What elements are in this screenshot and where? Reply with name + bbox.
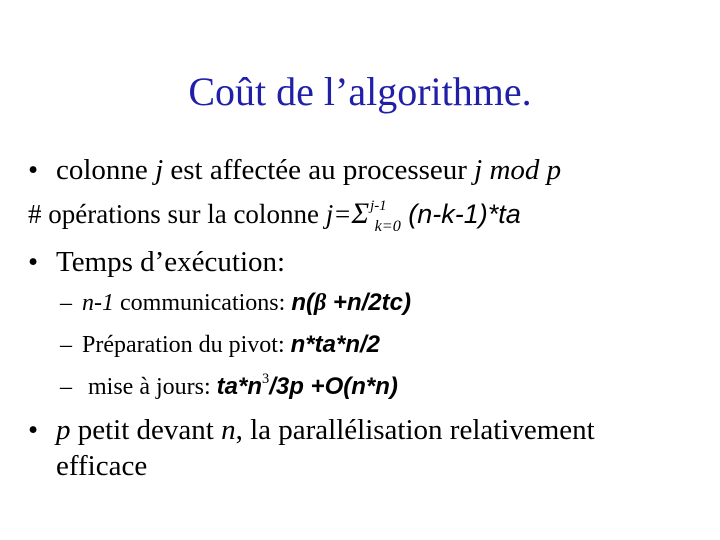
sum-upper-limit: j-1: [370, 197, 387, 214]
operations-count-line: # opérations sur la colonne j=Σj-1k=0 (n-k-1)*ta: [28, 197, 521, 236]
slide-title: Coût de l’algorithme.: [188, 69, 532, 114]
bullet-marker: •: [28, 154, 39, 186]
dash-marker: –: [60, 332, 72, 358]
sub-communications: – n-1 communications: n(β +n/2tc): [60, 289, 411, 316]
sum-lower-limit: k=0: [374, 217, 401, 236]
bullet-execution-time: • Temps d’exécution:: [28, 246, 286, 278]
sub-updates: – mise à jours: $ta*n^3/3p +O(n*n)$: [60, 371, 398, 400]
bullet-conclusion: • p petit devant n, la parallélisation relativement: [28, 414, 595, 446]
bullet-conclusion-continuation: efficace: [56, 450, 148, 482]
dash-marker: –: [60, 373, 72, 400]
bullet-marker: •: [28, 246, 39, 278]
dash-marker: –: [60, 290, 72, 316]
bullet-marker: •: [28, 414, 39, 446]
sub-pivot-preparation: – Préparation du pivot: n*ta*n/2: [60, 331, 380, 358]
beta-symbol: β: [313, 290, 327, 316]
sigma-symbol: Σ: [351, 198, 370, 230]
bullet-column-assignment: • colonne j est affectée au processeur j mod p: [28, 154, 562, 186]
exponent: 3: [262, 371, 270, 387]
